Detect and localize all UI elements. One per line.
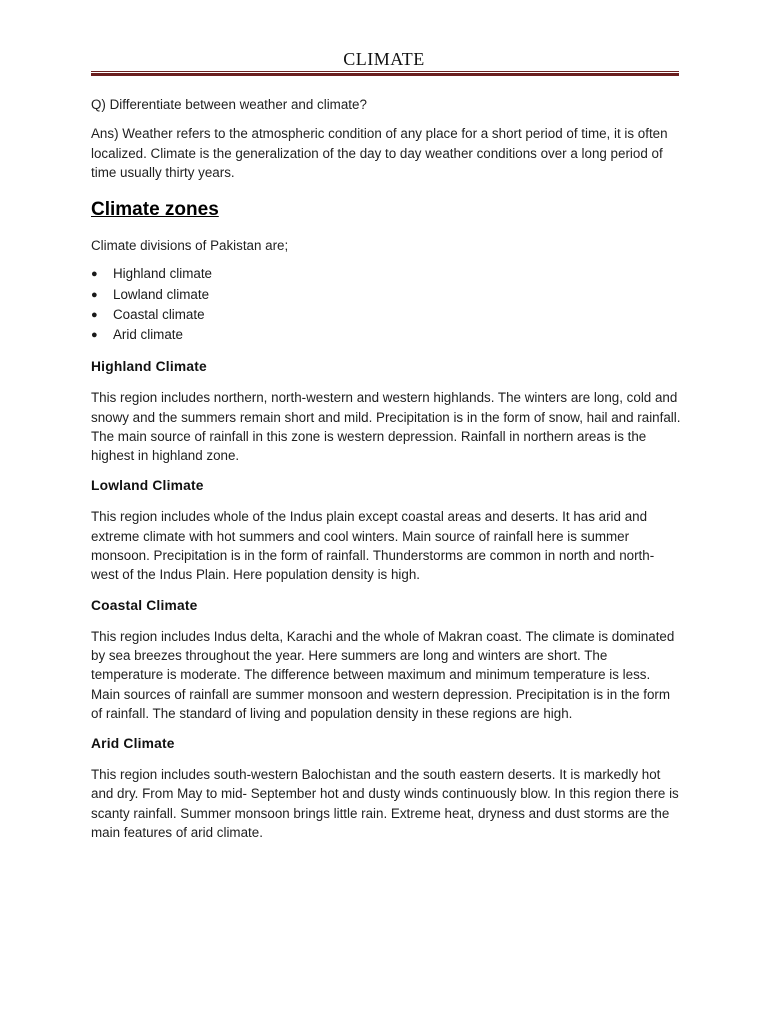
header-divider-thin-line <box>91 71 679 72</box>
header-divider <box>91 71 679 76</box>
climate-zone-list <box>91 264 681 345</box>
highland-climate-text: This region includes northern, north-western and western highlands. The winters are long, cold and snowy and the summers remain short and mild. Precipitation is in the form of snow, hail and rainfall. The main source of rainfall in this zone is western depression. Rainfall in northern areas is the highest in highland zone. <box>91 390 681 464</box>
bullet-icon: ● <box>91 329 98 342</box>
bullet-icon: ● <box>91 268 98 281</box>
list-item-label: Arid climate <box>113 327 183 343</box>
question-text: Q) Differentiate between weather and climate? <box>91 97 367 112</box>
coastal-climate-heading: Coastal Climate <box>91 597 198 613</box>
arid-climate-heading: Arid Climate <box>91 736 175 752</box>
list-item-label: Highland climate <box>113 266 212 282</box>
highland-climate-heading: Highland Climate <box>91 359 207 375</box>
list-item <box>91 264 681 284</box>
list-item <box>91 325 681 345</box>
climate-zones-heading: Climate zones <box>91 199 219 221</box>
list-item <box>91 285 681 305</box>
climate-divisions-intro: Climate divisions of Pakistan are; <box>91 238 289 254</box>
bullet-icon: ● <box>91 308 98 321</box>
page-title: CLIMATE <box>343 49 425 69</box>
header-divider-thick-line <box>91 73 679 76</box>
list-item-label: Lowland climate <box>113 286 210 302</box>
coastal-climate-text: This region includes Indus delta, Karachi and the whole of Makran coast. The climate is dominated by sea breezes throughout the year. Here summers are long and winters are short. The temperature is moderate. The difference between maximum and minimum temperature is less. Main sources of rainfall are summer monsoon and western depression. Precipitation is in the form of rainfall. The standard of living and population density in these regions are high. <box>91 628 675 721</box>
lowland-climate-text: This region includes whole of the Indus plain except coastal areas and deserts. It has arid and extreme climate with hot summers and cool winters. Main source of rainfall here is summer monsoon. Precipitation is in the form of rainfall. Thunderstorms are common in north and north-west of the Indus Plain. Here population density is high. <box>91 509 655 583</box>
list-item-label: Coastal climate <box>113 306 205 322</box>
bullet-icon: ● <box>91 288 98 301</box>
document-body <box>91 95 681 853</box>
arid-climate-text: This region includes south-western Balochistan and the south eastern deserts. It is markedly hot and dry. From May to mid- September hot and dusty winds continuously blow. In this region there is scanty rainfall. Summer monsoon brings little rain. Extreme heat, dryness and dust storms are the main features of arid climate. <box>91 767 679 841</box>
list-item <box>91 305 681 325</box>
answer-text: Ans) Weather refers to the atmospheric condition of any place for a short period of time, it is often localized. Climate is the generalization of the day to day weather conditions over a long period of time usually thirty years. <box>91 126 668 180</box>
lowland-climate-heading: Lowland Climate <box>91 478 204 494</box>
